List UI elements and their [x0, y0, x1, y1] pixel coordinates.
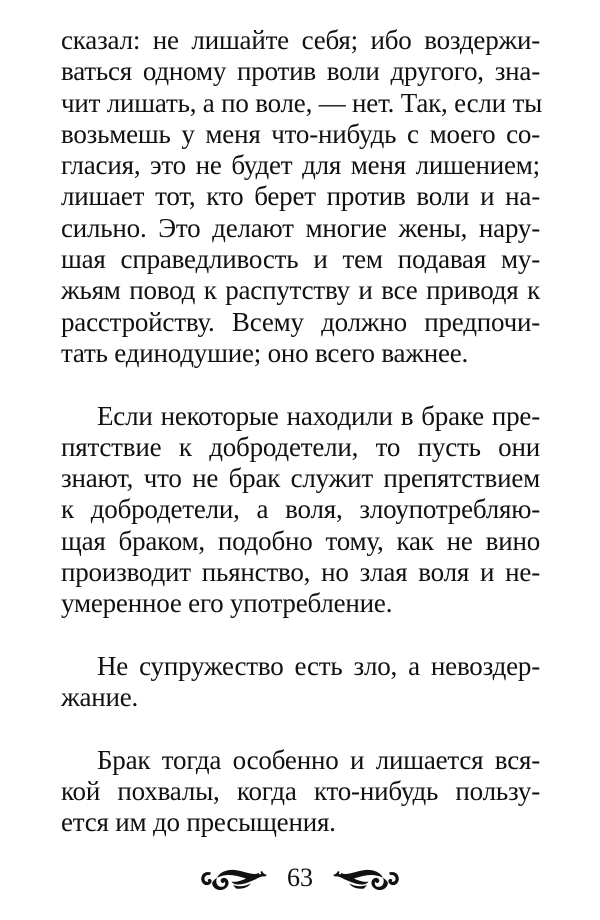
text-line: расстройству. Всему должно предпочи-: [61, 306, 540, 337]
text-line: знают, что не брак служит препятствием: [61, 463, 540, 494]
page-number: 63: [287, 863, 313, 892]
text-line: сказал: не лишайте себя; ибо воздержи-: [61, 25, 540, 55]
text-line: гласия, это не будет для меня лишением;: [61, 150, 540, 181]
text-line: ваться одному против воли другого, зна-: [61, 56, 540, 87]
page-body: [61, 25, 543, 839]
text-line: тать единодушие; оно всего важнее.: [61, 337, 469, 368]
text-line: Брак тогда особенно и лишается вся-: [97, 744, 540, 775]
text-line: щая браком, подобно тому, как не вино: [61, 525, 540, 556]
text-line: лишает тот, кто берет против воли и на-: [61, 181, 540, 212]
text-line: чит лишать, а по воле, — нет. Так, если ты: [61, 87, 543, 118]
text-line: производит пьянство, но злая воля и не-: [61, 557, 540, 588]
paragraph-2: [61, 401, 540, 620]
text-line: Если некоторые находили в браке пре-: [97, 400, 540, 431]
paragraph-3: [61, 651, 540, 714]
text-line: Не супружество есть зло, а невоздер-: [97, 650, 540, 681]
text-line: пятствие к добродетели, то пусть они: [61, 431, 540, 462]
text-line: к добродетели, а воля, злоупотребляю-: [61, 494, 540, 525]
ornament-scroll-icon: [329, 862, 401, 894]
text-line: кой похвалы, когда кто-нибудь пользу-: [61, 776, 540, 807]
page-footer: [0, 858, 600, 898]
text-line: умеренное его употребление.: [61, 588, 393, 619]
paragraph-4: [61, 745, 540, 839]
text-line: ется им до пресыщения.: [61, 807, 336, 838]
text-line: сильно. Это делают многие жены, нару-: [61, 212, 540, 243]
paragraph-1: [61, 25, 543, 369]
text-line: жание.: [61, 682, 139, 713]
text-line: жьям повод к распутству и все приводя к: [61, 275, 540, 306]
ornament-scroll-icon: [199, 862, 271, 894]
text-line: возьмешь у меня что-нибудь с моего со-: [61, 118, 540, 149]
text-line: шая справедливость и тем подавая му-: [61, 244, 540, 275]
